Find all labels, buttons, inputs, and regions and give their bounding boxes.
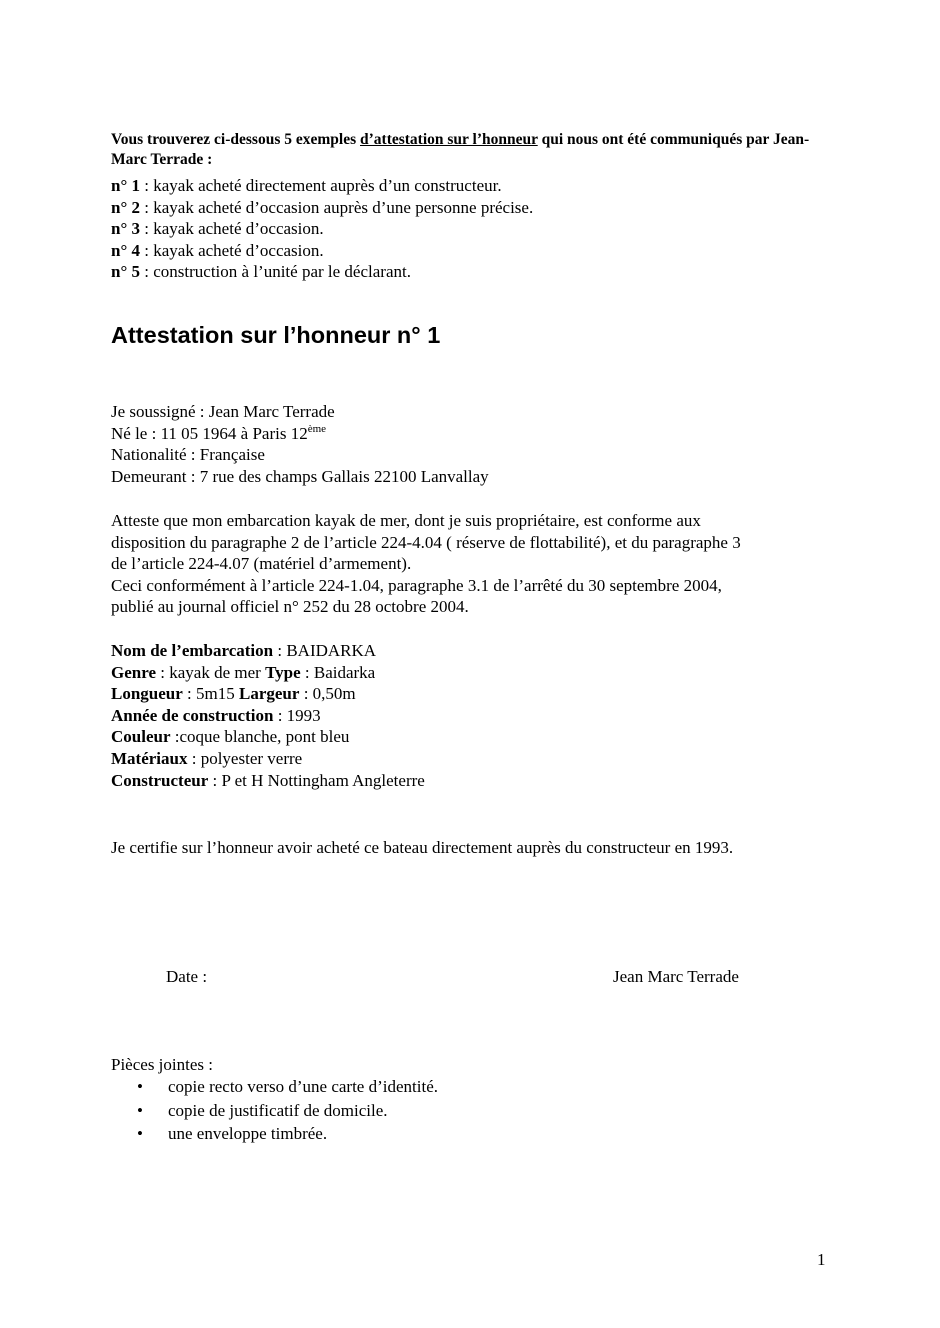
example-number: n° 5 <box>111 262 141 282</box>
attest-line: de l’article 224-4.07 (matériel d’armement). <box>111 554 412 574</box>
attest-line: Atteste que mon embarcation kayak de mer, dont je suis propriétaire, est conforme aux <box>111 511 701 530</box>
spec-value: : Baidarka <box>300 662 376 682</box>
attachment-text: une enveloppe timbrée. <box>168 1124 328 1144</box>
spec-value: : polyester verre <box>187 748 303 768</box>
spec-builder <box>111 770 425 792</box>
attest-line: disposition du paragraphe 2 de l’article 224-4.04 ( réserve de flottabilité), et du paragraphe 3 <box>111 532 741 552</box>
example-number: n° 1 <box>111 176 141 195</box>
attestation-title: Attestation sur l’honneur n° 1 <box>111 322 441 348</box>
example-item <box>111 197 533 219</box>
nationality-line: Nationalité : Française <box>111 445 265 465</box>
spec-value: : P et H Nottingham Angleterre <box>208 770 425 790</box>
spec-genre-type <box>111 662 425 684</box>
example-item <box>111 261 533 283</box>
list-item <box>137 1075 438 1099</box>
spec-value: : 1993 <box>273 705 321 725</box>
example-item <box>111 175 533 197</box>
example-text: : kayak acheté directement auprès d’un constructeur. <box>140 176 502 195</box>
spec-label: Année de construction <box>111 705 274 725</box>
spec-label: Matériaux <box>111 748 188 768</box>
example-item <box>111 218 533 240</box>
spec-materials <box>111 748 425 770</box>
example-number: n° 3 <box>111 219 141 239</box>
spec-label: Constructeur <box>111 770 209 790</box>
attachments-list <box>137 1075 438 1146</box>
identity-block <box>111 401 489 487</box>
spec-value: : BAIDARKA <box>273 641 377 660</box>
spec-label: Longueur <box>111 684 183 704</box>
date-label: Date : <box>166 967 208 986</box>
spec-value: :coque blanche, pont bleu <box>170 727 350 747</box>
attestation-paragraph <box>111 510 831 618</box>
example-number: n° 4 <box>111 240 141 260</box>
attest-line: publié au journal officiel n° 252 du 28 octobre 2004. <box>111 597 469 617</box>
examples-list <box>111 175 533 283</box>
attachments-label: Pièces jointes : <box>111 1055 213 1074</box>
signatory-name: Jean Marc Terrade <box>613 967 739 986</box>
example-text: : construction à l’unité par le déclarant. <box>140 262 411 282</box>
soussigne-line: Je soussigné : Jean Marc Terrade <box>111 402 335 421</box>
boat-specs <box>111 640 425 791</box>
example-text: : kayak acheté d’occasion auprès d’une personne précise. <box>140 197 534 217</box>
page-number: 1 <box>817 1250 826 1269</box>
spec-year <box>111 705 425 727</box>
spec-dimensions <box>111 683 425 705</box>
intro-lead: Vous trouverez ci-dessous 5 exemples <box>111 131 360 148</box>
spec-value: : 5m15 <box>182 684 239 704</box>
birth-superscript: ème <box>307 422 327 435</box>
spec-value: : 0,50m <box>299 684 356 704</box>
spec-label: Largeur <box>239 684 300 704</box>
example-text: : kayak acheté d’occasion. <box>140 219 324 239</box>
bullet-icon: • <box>137 1124 143 1144</box>
birth-text: Né le : 11 05 1964 à Paris 12 <box>111 423 308 443</box>
intro-paragraph <box>111 130 841 170</box>
list-item <box>137 1099 438 1123</box>
spec-color <box>111 726 425 748</box>
spec-label: Nom de l’embarcation <box>111 641 274 660</box>
attest-line: Ceci conformément à l’article 224-1.04, paragraphe 3.1 de l’arrêté du 30 septembre 2004, <box>111 575 722 595</box>
example-item <box>111 240 533 262</box>
spec-name <box>111 640 425 662</box>
certification-statement: Je certifie sur l’honneur avoir acheté ce bateau directement auprès du constructeur en 1993. <box>111 838 734 857</box>
intro-underlined-phrase: d’attestation sur l’honneur <box>360 131 538 148</box>
bullet-icon: • <box>137 1100 143 1120</box>
spec-label: Type <box>265 662 301 682</box>
spec-label: Couleur <box>111 727 171 747</box>
spec-value: : kayak de mer <box>156 662 266 682</box>
attachment-text: copie de justificatif de domicile. <box>168 1100 388 1120</box>
example-number: n° 2 <box>111 197 141 217</box>
spec-label: Genre <box>111 662 157 682</box>
example-text: : kayak acheté d’occasion. <box>140 240 324 260</box>
attachment-text: copie recto verso d’une carte d’identité. <box>168 1077 438 1096</box>
intro-tail: qui nous ont été communiqués par Jean-Marc Terrade : <box>111 131 810 168</box>
list-item <box>137 1122 438 1146</box>
address-line: Demeurant : 7 rue des champs Gallais 22100 Lanvallay <box>111 466 489 486</box>
bullet-icon: • <box>137 1077 143 1096</box>
birth-line <box>111 423 489 445</box>
